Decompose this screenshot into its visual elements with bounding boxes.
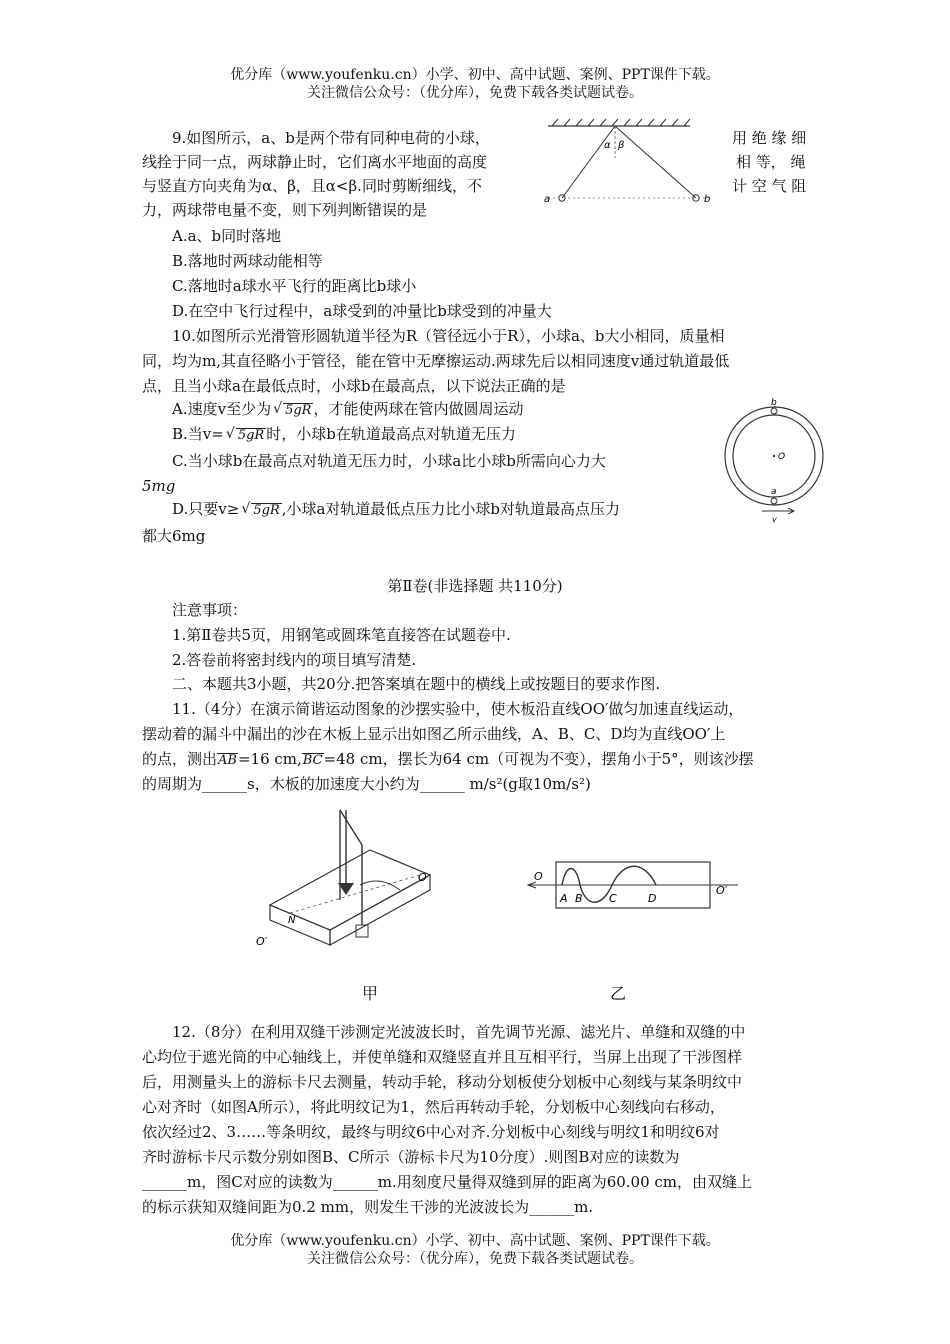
label-o-prime: O′ <box>716 884 728 897</box>
q10-line-2: 同，均为m,其直径略小于管径，能在管中无摩擦运动.两球先后以相同速度v通过轨道最低 <box>142 352 730 370</box>
q10-b-text-1: B.当v= <box>172 425 224 443</box>
q11-line-4: 的周期为______s，木板的加速度大小约为______ m/s²(g取10m/s²) <box>142 775 591 793</box>
q11-line-1: 11.（4分）在演示简谐运动图象的沙摆实验中，使木板沿直线OO′做匀加速直线运动， <box>172 700 744 718</box>
segment-ab: AB <box>218 753 237 768</box>
q9-line-4: 力，两球带电量不变，则下列判断错误的是 <box>142 201 428 219</box>
q9-option-b: B.落地时两球动能相等 <box>172 252 323 270</box>
q9-line-1: 9.如图所示，a、b是两个带有同种电荷的小球， <box>172 129 490 147</box>
q9-option-a: A.a、b同时落地 <box>172 227 282 245</box>
header-line-2: 关注微信公众号：（优分库），免费下载各类试题试卷。 <box>307 85 643 101</box>
q10-a-text-2: ，才能使两球在管内做圆周运动 <box>313 400 524 418</box>
q10-d-text-2: ,小球a对轨道最低点压力比小球b对轨道最高点压力 <box>281 500 621 518</box>
q12-line-6: 齐时游标卡尺示数分别如图B、C所示（游标卡尺为10分度）.则图B对应的读数为 <box>142 1148 680 1166</box>
q11-line-2: 摆动着的漏斗中漏出的沙在木板上显示出如图乙所示曲线，A、B、C、D均为直线OO′上 <box>142 725 726 743</box>
part2-notice-1: 1.第Ⅱ卷共5页，用钢笔或圆珠笔直接答在试题卷中. <box>172 626 511 644</box>
q10-circular-track-figure <box>722 396 832 524</box>
label-o: O <box>534 870 543 883</box>
label-a: A <box>560 892 568 905</box>
q12-line-7: ______m，图C对应的读数为______m.用刻度尺量得双缝到屏的距离为60.00 cm，由双缝上 <box>142 1173 753 1191</box>
beta-label: β <box>618 140 625 151</box>
q9-line-1-right: 用 绝 缘 细 <box>732 129 807 147</box>
footer-line-2: 关注微信公众号：（优分库），免费下载各类试题试卷。 <box>307 1251 643 1267</box>
q9-pendulum-figure <box>540 118 720 210</box>
q10-option-d-cont: 都大6mg <box>142 527 206 545</box>
part2-notice-2: 2.答卷前将密封线内的项目填写清楚. <box>172 651 417 669</box>
q9-option-d: D.在空中飞行过程中，a球受到的冲量比b球受到的冲量大 <box>172 302 552 320</box>
q11-l3-c: =48 cm，摆长为64 cm（可视为不变），摆角小于5°，则该沙摆 <box>323 750 754 768</box>
part2-notice: 注意事项： <box>172 601 248 619</box>
q11-l3-a: 的点，测出 <box>142 750 218 768</box>
q10-b-text-2: 时，小球b在轨道最高点对轨道无压力 <box>266 425 516 443</box>
sqrt-5gR: √ 5gR <box>251 503 281 518</box>
q11-l3-b: =16 cm, <box>237 750 302 768</box>
ball-b-label: b <box>704 194 711 205</box>
ball-a-label: a <box>771 487 777 497</box>
segment-bc: BC <box>302 753 323 768</box>
label-o-prime: O′ <box>256 935 268 948</box>
figure-yi-caption: 乙 <box>610 984 627 1003</box>
alpha-label: α <box>604 140 611 151</box>
q9-option-c: C.落地时a球水平飞行的距离比b球小 <box>172 277 417 295</box>
part2-section-header: 二、本题共3小题，共20分.把答案填在题中的横线上或按题目的要求作图. <box>172 675 661 693</box>
sqrt-5gR: √ 5gR <box>236 428 266 443</box>
label-b: B <box>575 892 583 905</box>
q10-line-1: 10.如图所示光滑管形圆轨道半径为R（管径远小于R），小球a、b大小相同，质量相 <box>172 327 725 345</box>
q12-line-1: 12.（8分）在利用双缝干涉测定光波波长时，首先调节光源、滤光片、单缝和双缝的中 <box>172 1023 746 1041</box>
sqrt-5gR: √ 5gR <box>283 403 313 418</box>
q12-line-8: 的标示获知双缝间距为0.2 mm，则发生干涉的光波波长为______m. <box>142 1198 594 1216</box>
label-n: N <box>288 915 296 926</box>
center-o-label: O <box>778 452 786 462</box>
q9-line-2-right: 相 等， 绳 <box>736 153 806 171</box>
label-d: D <box>648 892 657 905</box>
q9-line-3-right: 计 空 气 阻 <box>732 177 807 195</box>
header-line-1: 优分库（www.youfenku.cn）小学、初中、高中试题、案例、PPT课件下载。 <box>230 67 720 83</box>
q9-line-2: 线拴于同一点，两球静止时，它们离水平地面的高度 <box>142 153 488 171</box>
footer-line-1: 优分库（www.youfenku.cn）小学、初中、高中试题、案例、PPT课件下载。 <box>230 1233 720 1249</box>
q11-figure-jia <box>250 805 450 965</box>
q12-line-3: 后，用测量头上的游标卡尺去测量，转动手轮，移动分划板使分划板中心刻线与某条明纹中 <box>142 1073 743 1091</box>
q10-line-3: 点，且当小球a在最低点时，小球b在最高点，以下说法正确的是 <box>142 377 566 395</box>
q10-a-text-1: A.速度v至少为 <box>172 400 272 418</box>
q12-line-2: 心均位于遮光筒的中心轴线上，并使单缝和双缝竖直并且互相平行，当屏上出现了干涉图样 <box>142 1048 743 1066</box>
q11-line-3 <box>142 747 754 771</box>
figure-jia-caption: 甲 <box>362 984 379 1003</box>
q10-option-a <box>172 397 523 421</box>
part2-title: 第Ⅱ卷(非选择题 共110分) <box>387 577 563 595</box>
q10-option-c-cont: 5mg <box>142 477 176 495</box>
label-c: C <box>609 892 617 905</box>
velocity-label: v <box>772 515 777 524</box>
q12-line-5: 依次经过2、3……等条明纹，最终与明纹6中心对齐.分划板中心刻线与明纹1和明纹6对 <box>142 1123 720 1141</box>
q10-d-text-1: D.只要v≥ <box>172 500 240 518</box>
q11-figure-yi <box>520 858 750 918</box>
q9-line-3: 与竖直方向夹角为α、β，且α<β.同时剪断细线，不 <box>142 177 482 195</box>
page-footer <box>0 1232 950 1268</box>
q10-option-d <box>172 497 620 521</box>
ball-b-label: b <box>771 398 777 408</box>
page-header <box>0 66 950 102</box>
ball-a-label: a <box>544 194 551 205</box>
q10-option-c: C.当小球b在最高点对轨道无压力时，小球a比小球b所需向心力大 <box>172 452 606 470</box>
q12-line-4: 心对齐时（如图A所示），将此明纹记为1，然后再转动手轮，分划板中心刻线向右移动， <box>142 1098 725 1116</box>
label-o: O <box>418 871 427 884</box>
q10-option-b <box>172 422 516 446</box>
